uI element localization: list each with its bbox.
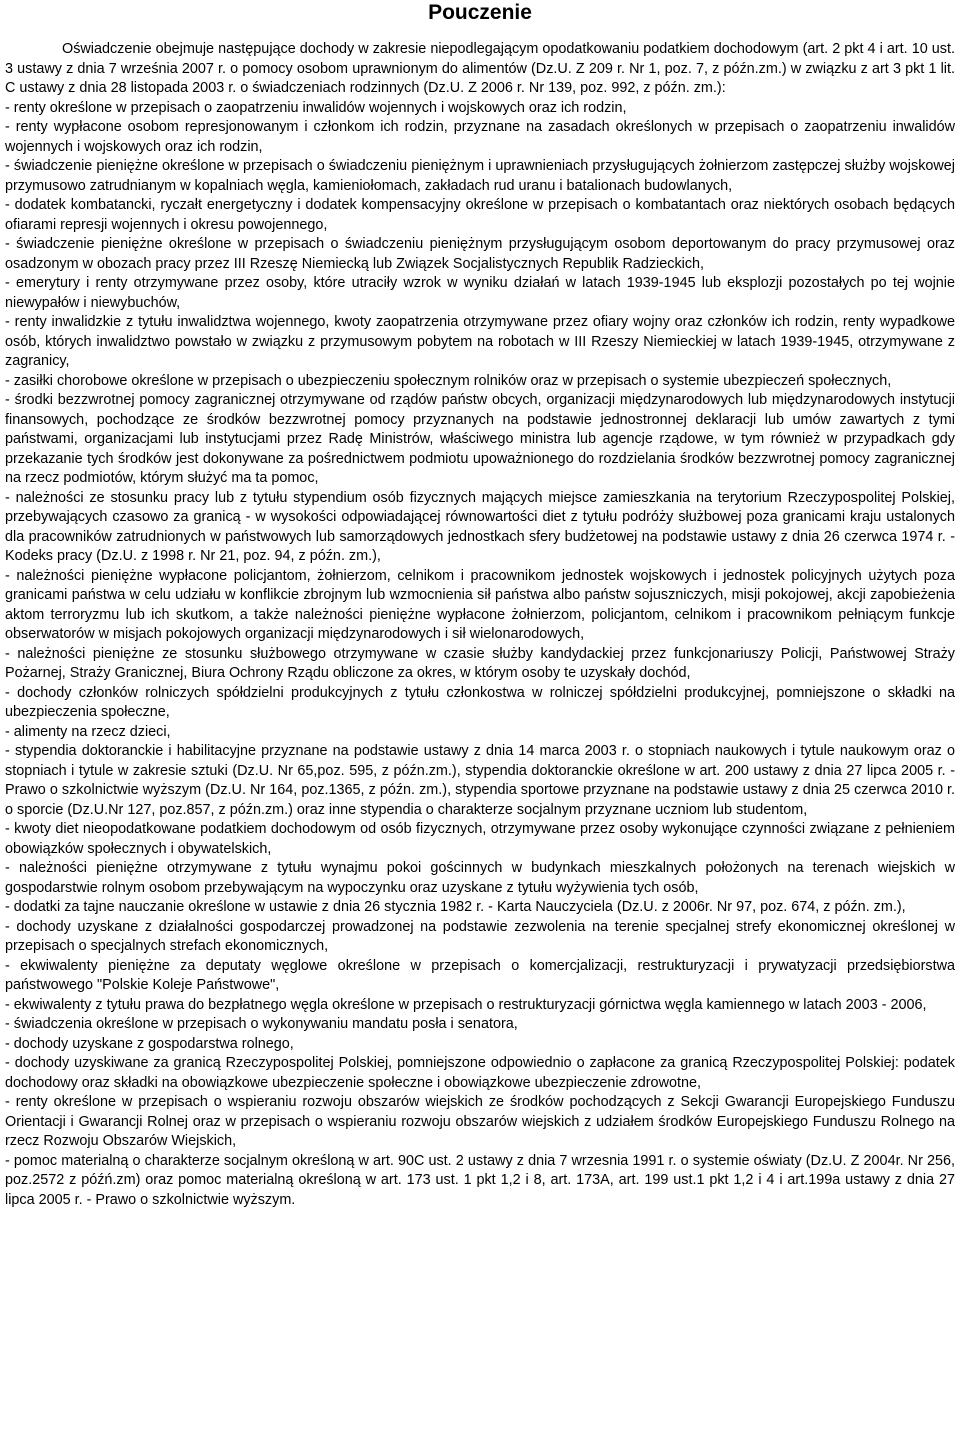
list-item: - renty określone w przepisach o wspieraniu rozwoju obszarów wiejskich ze środków pochodzących z Sekcji Gwarancji Europejskiego Funduszu Orientacji i Gwarancji Rolnej oraz w przepisach o wspieraniu rozwoju obszarów wiejskich z udziałem środków Europejskiego Funduszu Rolnego na rzecz Rozwoju Obszarów Wiejskich, (5, 1094, 955, 1149)
list-item: - środki bezzwrotnej pomocy zagranicznej otrzymywane od rządów państw obcych, organizacji międzynarodowych lub międzynarodowych instytucji finansowych, pochodzące ze środków bezzwrotnej pomocy przyznanych na podstawie jednostronnej deklaracji lub umów zawartych z tymi państwami, organizacjami lub instytucjami przez Radę Ministrów, właściwego ministra lub agencje rządowe, w tym również w przypadkach gdy przekazanie tych środków jest dokonywane za pośrednictwem podmiotu upoważnionego do rozdzielania środków bezzwrotnej pomocy zagranicznej na rzecz podmiotów, którym służyć ma ta pomoc, (5, 392, 955, 486)
list-item: - dodatek kombatancki, ryczałt energetyczny i dodatek kompensacyjny określone w przepisach o kombatantach oraz niektórych osobach będących ofiarami represji wojennych i okresu powojennego, (5, 197, 955, 233)
list-item: - kwoty diet nieopodatkowane podatkiem dochodowym od osób fizycznych, otrzymywane przez osoby wykonujące czynności związane z pełnieniem obowiązków społecznych i obywatelskich, (5, 821, 955, 857)
list-item: - należności ze stosunku pracy lub z tytułu stypendium osób fizycznych mających miejsce zamieszkania na terytorium Rzeczypospolitej Polskiej, przebywających czasowo za granicą - w wysokości odpowiadającej równowartości diet z tytułu podróży służbowej poza granicami kraju ustalonych dla pracowników zatrudnionych w państwowych lub samorządowych jednostkach sfery budżetowej na podstawie ustawy z dnia 26 czerwca 1974 r. - Kodeks pracy (Dz.U. z 1998 r. Nr 21, poz. 94, z późn. zm.), (5, 489, 955, 564)
list-item: - należności pieniężne ze stosunku służbowego otrzymywane w czasie służby kandydackiej przez funkcjonariuszy Policji, Państwowej Straży Pożarnej, Straży Granicznej, Biura Ochrony Rządu obliczone za okres, w którym osoby te uzyskały dochód, (5, 645, 955, 681)
list-item: - alimenty na rzecz dzieci, (5, 723, 171, 740)
list-item: - ekwiwalenty z tytułu prawa do bezpłatnego węgla określone w przepisach o restrukturyzacji górnictwa węgla kamiennego w latach 2003 - 2006, (5, 996, 927, 1013)
list-item: - stypendia doktoranckie i habilitacyjne przyznane na podstawie ustawy z dnia 14 marca 2003 r. o stopniach naukowych i tytule naukowym oraz o stopniach i tytule w zakresie sztuki (Dz.U. Nr 65,poz. 595, z późn.zm.), stypendia doktoranckie określone w art. 200 ustawy z dnia 27 lipca 2005 r. - Prawo o szkolnictwie wyższym (Dz.U. Nr 164, poz.1365, z późn. zm.), stypendia sportowe przyznane na podstawie ustawy z dnia 25 czerwca 2010 r. o sporcie (Dz.U.Nr 127, poz.857, z późn.zm.) oraz inne stypendia o charakterze socjalnym przyznane uczniom lub studentom, (5, 743, 955, 818)
intro-paragraph: Oświadczenie obejmuje następujące dochody w zakresie niepodlegającym opodatkowaniu podatkiem dochodowym (art. 2 pkt 4 i art. 10 ust. 3 ustawy z dnia 7 września 2007 r. o pomocy osobom uprawnionym do alimentów (Dz.U. Z 209 r. Nr 1, poz. 7, z późn.zm.) w związku z art 3 pkt 1 lit. C ustawy z dnia 28 listopada 2003 r. o świadczeniach rodzinnych (Dz.U. Z 2006 r. Nr 139, poz. 992, z późn. zm.): (5, 41, 955, 96)
list-item: - dochody uzyskane z gospodarstwa rolnego, (5, 1035, 294, 1052)
list-item: - należności pieniężne wypłacone policjantom, żołnierzom, celnikom i pracownikom jednostek wojskowych i jednostek policyjnych użytych poza granicami państwa w celu udziału w konflikcie zbrojnym lub wzmocnienia sił państwa albo państw sojuszniczych, misji pokojowej, akcji zapobieżenia aktom terroryzmu lub ich skutkom, a także należności pieniężne wypłacone żołnierzom, policjantom, celnikom i pracownikom pełniącym funkcje obserwatorów w misjach pokojowych organizacji międzynarodowych i sił wielonarodowych, (5, 567, 955, 642)
list-item: - renty wypłacone osobom represjonowanym i członkom ich rodzin, przyznane na zasadach określonych w przepisach o zaopatrzeniu inwalidów wojennych i wojskowych oraz ich rodzin, (5, 119, 955, 155)
list-item: - należności pieniężne otrzymywane z tytułu wynajmu pokoi gościnnych w budynkach mieszkalnych położonych na terenach wiejskich w gospodarstwie rolnym osobom przebywającym na wypoczynku oraz uzyskane z tytułu wyżywienia tych osób, (5, 860, 955, 896)
list-item: - ekwiwalenty pieniężne za deputaty węglowe określone w przepisach o komercjalizacji, restrukturyzacji i prywatyzacji przedsiębiorstwa państwowego "Polskie Koleje Państwowe", (5, 957, 955, 993)
list-item: - świadczenia określone w przepisach o wykonywaniu mandatu posła i senatora, (5, 1016, 518, 1032)
list-item: - dodatki za tajne nauczanie określone w ustawie z dnia 26 stycznia 1982 r. - Karta Nauczyciela (Dz.U. z 2006r. Nr 97, poz. 674, z późn. zm.), (5, 899, 906, 915)
list-item: - renty określone w przepisach o zaopatrzeniu inwalidów wojennych i wojskowych oraz ich rodzin, (5, 99, 627, 116)
list-item: - dochody uzyskane z działalności gospodarczej prowadzonej na podstawie zezwolenia na terenie specjalnej strefy ekonomicznej określonej w przepisach o specjalnych strefach ekonomicznych, (5, 918, 955, 954)
list-item: - świadczenie pieniężne określone w przepisach o świadczeniu pieniężnym przysługującym osobom deportowanym do pracy przymusowej oraz osadzonym w obozach pracy przez III Rzeszę Niemiecką lub Związek Socjalistycznych Republik Radzieckich, (5, 236, 955, 272)
income-list (5, 99, 955, 1211)
list-item: - dochody uzyskiwane za granicą Rzeczypospolitej Polskiej, pomniejszone odpowiednio o zapłacone za granicą Rzeczypospolitej Polskiej: podatek dochodowy oraz składki na obowiązkowe ubezpieczenie społeczne i obowiązkowe ubezpieczenie zdrowotne, (5, 1055, 955, 1091)
list-item: - pomoc materialną o charakterze socjalnym określoną w art. 90C ust. 2 ustawy z dnia 7 wrzesnia 1991 r. o systemie oświaty (Dz.U. Z 2004r. Nr 256, poz.2572 z późń.zm) oraz pomoc materialną określoną w art. 173 ust. 1 pkt 1,2 i 8, art. 173A, art. 199 ust.1 pkt 1,2 i 4 i art.199a ustawy z dnia 27 lipca 2005 r. - Prawo o szkolnictwie wyższym. (5, 1152, 955, 1208)
document-page (5, 0, 955, 1210)
list-item: - dochody członków rolniczych spółdzielni produkcyjnych z tytułu członkostwa w rolniczej spółdzielni produkcyjnej, pomniejszone o składki na ubezpieczenia społeczne, (5, 684, 955, 720)
list-item: - zasiłki chorobowe określone w przepisach o ubezpieczeniu społecznym rolników oraz w przepisach o systemie ubezpieczeń społecznych, (5, 372, 892, 389)
list-item: - świadczenie pieniężne określone w przepisach o świadczeniu pieniężnym i uprawnieniach przysługujących żołnierzom zastępczej służby wojskowej przymusowo zatrudnianym w kopalniach węgla, kamieniołomach, zakładach rud uranu i batalionach budowlanych, (5, 158, 955, 194)
list-item: - emerytury i renty otrzymywane przez osoby, które utraciły wzrok w wyniku działań w latach 1939-1945 lub eksplozji pozostałych po tej wojnie niewypałów i niewybuchów, (5, 275, 955, 311)
list-item: - renty inwalidzkie z tytułu inwalidztwa wojennego, kwoty zaopatrzenia otrzymywane przez ofiary wojny oraz członków ich rodzin, renty wypadkowe osób, których inwalidztwo powstało w związku z przymusowym pobytem na robotach w III Rzeszy Niemieckiej w latach 1939-1945, otrzymywane z zagranicy, (5, 314, 955, 369)
document-title: Pouczenie (428, 1, 532, 24)
